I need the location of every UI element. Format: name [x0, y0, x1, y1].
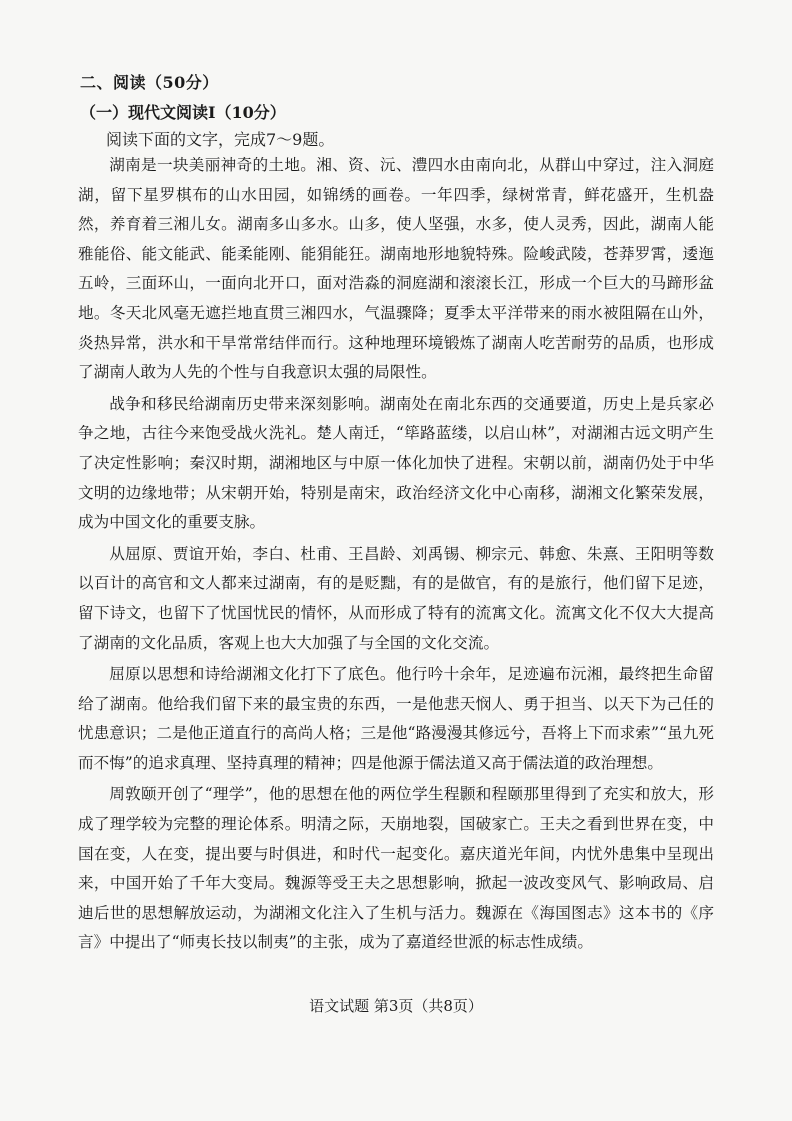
- passage-paragraph-4: 屈原以思想和诗给湖湘文化打下了底色。他行吟十余年，足迹遍布沅湘，最终把生命留给了湖南。他给我们留下来的最宝贵的东西，一是他悲天悯人、勇于担当、以天下为己任的忧患意识；二是他正道直行的高尚人格；三是他“路漫漫其修远兮，吾将上下而求索”“虽九死而不悔”的追求真理、坚持真理的精神；四是他源于儒法道又高于儒法道的政治理想。: [78, 665, 714, 772]
- passage-paragraph-2: 战争和移民给湖南历史带来深刻影响。湖南处在南北东西的交通要道，历史上是兵家必争之地，古往今来饱受战火洗礼。楚人南迁，“筚路蓝缕，以启山林”，对湖湘古远文明产生了决定性影响；秦汉时期，湖湘地区与中原一体化加快了进程。宋朝以前，湖南仍处于中华文明的边缘地带；从宋朝开始，特别是南宋，政治经济文化中心南移，湖湘文化繁荣发展，成为中国文化的重要支脉。: [78, 394, 714, 532]
- passage-paragraph-1: 湖南是一块美丽神奇的土地。湘、资、沅、澧四水由南向北，从群山中穿过，注入洞庭湖，留下星罗棋布的山水田园，如锦绣的画卷。一年四季，绿树常青，鲜花盛开，生机盎然，养育着三湘儿女。湖南多山多水。山多，使人坚强，水多，使人灵秀，因此，湖南人能雅能俗、能文能武、能柔能刚、能狷能狂。湖南地形地貌特殊。险峻武陵，苍莽罗霄，逶迤五岭，三面环山，一面向北开口，面对浩淼的洞庭湖和滚滚长江，形成一个巨大的马蹄形盆地。冬天北风毫无遮拦地直贯三湘四水，气温骤降；夏季太平洋带来的雨水被阻隔在山外，炎热异常，洪水和干旱常常结伴而行。这种地理环境锻炼了湖南人吃苦耐劳的品质，也形成了湖南人敢为人先的个性与自我意识太强的局限性。: [78, 156, 714, 382]
- passage-paragraph-5: 周敦颐开创了“理学”，他的思想在他的两位学生程颢和程颐那里得到了充实和放大，形成了理学较为完整的理论体系。明清之际，天崩地裂，国破家亡。王夫之看到世界在变，中国在变，人在变，提出要与时俱进，和时代一起变化。嘉庆道光年间，内忧外患集中呈现出来，中国开始了千年大变局。魏源等受王夫之思想影响，掀起一波改变风气、影响政局、启迪后世的思想解放运动，为湖湘文化注入了生机与活力。魏源在《海国图志》这本书的《序言》中提出了“师夷长技以制夷”的主张，成为了嘉道经世派的标志性成绩。: [78, 785, 714, 952]
- page-footer: 语文试题 第3页（共8页）: [309, 997, 483, 1015]
- section-heading: 二、阅读（50分）: [80, 73, 219, 92]
- reading-instruction: 阅读下面的文字，完成7～9题。: [106, 130, 335, 149]
- passage-paragraph-3: 从屈原、贾谊开始，李白、杜甫、王昌龄、刘禹锡、柳宗元、韩愈、朱熹、王阳明等数以百计的高官和文人都来过湖南，有的是贬黜，有的是做官，有的是旅行，他们留下足迹，留下诗文，也留下了忧国忧民的情怀，从而形成了特有的流寓文化。流寓文化不仅大大提高了湖南的文化品质，客观上也大大加强了与全国的文化交流。: [78, 544, 714, 652]
- subsection-heading: （一）现代文阅读Ⅰ（10分）: [80, 103, 286, 122]
- reading-passage: [78, 151, 714, 960]
